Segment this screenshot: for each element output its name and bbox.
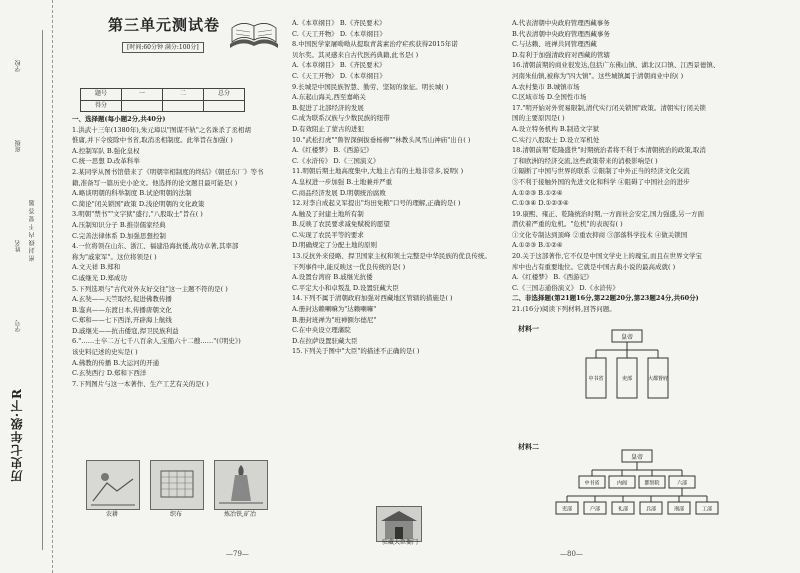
open-book-icon <box>228 18 280 52</box>
question-line: B.反映了农民要求减免赋税的愿望 <box>292 220 390 229</box>
paper-header <box>72 18 280 60</box>
seal-line-note: 密 封 线 内 不 要 答 题 <box>29 200 36 262</box>
question-line: A.《本草纲目》 B.《齐民要术》 <box>292 19 386 27</box>
question-line: C.统一思想 D.改革科举 <box>72 157 140 166</box>
chart2-ministry-label: 刑部 <box>673 506 685 513</box>
spine-field-school: 学校 <box>15 60 22 72</box>
question-line: B.鉴真——东渡日本,传播唐朝文化 <box>72 305 172 314</box>
question-line: C.区域市场 D.全国性市场 <box>512 93 587 102</box>
spine-field-class: 班级 <box>15 140 22 152</box>
question-line: A.皇权进一步加强 B.土地兼并严重 <box>292 177 393 186</box>
column-left <box>72 16 280 518</box>
score-header-cell: 一 <box>122 89 163 101</box>
question-line: A.触及了封建土地所有制 <box>292 209 364 218</box>
chart2-ministry-label: 吏部 <box>561 506 573 513</box>
question-line: ①文化专制达到顶峰 ②重农抑商 ③部落科学技术 ④做关锁国 <box>512 230 688 239</box>
chart1-node-label: 中书省 <box>588 376 604 382</box>
question-line: 下列事件中,能反映这一优良传统的是( ) <box>292 262 406 271</box>
question-line: 2.某同学从图书馆借来了《明朝宰相制度的终结》《朝廷东厂》等书 <box>72 167 264 176</box>
question-line: 6."……士卒二万七千八百余人,宝船六十二艘……"(《明史》) <box>72 337 241 346</box>
question-line: C.完善法律体系 D.加强思想控制 <box>72 231 166 240</box>
question-line: 15.下列关于图中"大臣"的描述不正确的是( ) <box>292 347 420 356</box>
question-line: 库中也占有重要地位。它就是中国古典小说的最高成就( ) <box>512 262 676 271</box>
question-line: A.农村集市 B.城镇市场 <box>512 82 580 91</box>
resident-minister-office-image <box>376 506 422 542</box>
question-line: A.《本草纲目》 B.《齐民要术》 <box>292 61 386 70</box>
question-line: A.玄奘——天竺取经,促进佛教传播 <box>72 295 172 304</box>
question-line: C.实行八股取士 D.设立军机处 <box>512 135 600 144</box>
question-line: 4.一位将领在山东、浙江、福建沿海抗倭,战功卓著,其率部 <box>72 242 239 251</box>
question-line: 13.反抗外来侵略、捍卫国家主权和领土完整是中华民族的优良传统。 <box>292 252 491 261</box>
material-2-label: 材料二 <box>518 442 539 451</box>
question-line: 5.下列选项与"古代对外友好交往"这一主题不符的是( ) <box>72 284 228 293</box>
question-line: C.平定大小和卓叛乱 D.设置驻藏大臣 <box>292 283 399 292</box>
chart1-node-label: 吏部 <box>621 376 633 382</box>
question-line: A.略谈明朝的科举制度 B.试论明朝的法制 <box>72 189 192 198</box>
question-line: D.有利于加强清政府对西藏的管辖 <box>512 50 611 59</box>
question-line: C.郑和——七下西洋,开辟海上航线 <box>72 316 172 325</box>
column-right <box>512 18 772 513</box>
questions-list-middle <box>292 18 502 357</box>
score-header-cell: 题号 <box>81 89 122 101</box>
image-caption: 农耕 <box>105 511 118 518</box>
question-line: 3.明朝"禁书""文字狱"盛行,"八股取士"旨在( ) <box>72 210 203 219</box>
question-line: C.成为联系汉族与少数民族的纽带 <box>292 114 390 123</box>
question-line: 14.下列不属于清朝政府加强对西藏地区管辖的措施是( ) <box>292 294 453 303</box>
question-line: 9.长城是中国民族智慧、勤劳、坚韧的象征。明长城( ) <box>292 82 449 91</box>
question-line: C.简论"闭关锁国"政策 D.浅论明朝的文化政策 <box>72 199 205 208</box>
question-line: 河南朱仙镇,被称为"四大镇"。这些城镇属于清朝商业中的( ) <box>512 71 684 80</box>
question-line: C.玄奘西行 D.郑和下西洋 <box>72 369 147 378</box>
chart2-ministry-label: 兵部 <box>645 506 657 513</box>
question-line: C.实现了农民平等的要求 <box>292 230 364 239</box>
question-line: A.文天祥 B.郑和 <box>72 263 121 272</box>
question-line: B.代表清朝中央政府管理西藏事务 <box>512 29 610 38</box>
image-caption: 炼冶铁,矿冶 <box>224 511 256 518</box>
section-heading: 一、选择题(每小题2分,共40分) <box>72 115 166 123</box>
page-number-left: —79— <box>226 550 249 558</box>
image-caption: 织布 <box>169 511 182 518</box>
question-line: C.在中央设立理藩院 <box>292 326 351 335</box>
question-line: 潜伏着严重的危机。"危机"的表现有( ) <box>512 220 623 229</box>
question-line: D.明确规定了分配土地的原则 <box>292 241 378 250</box>
question-line: A.控制军队 B.强化皇权 <box>72 146 140 155</box>
question-line: C.《天工开物》 D.《本草纲目》 <box>292 29 386 38</box>
chart1-node-label: 大都督府 <box>647 376 669 382</box>
question-line: 20.关于这部著作,它不仅是中国文学史上的瑰宝,而且在世界文学宝 <box>512 252 702 261</box>
question-line: C.商品经济发展 D.明朝统治腐败 <box>292 188 386 197</box>
score-input-cell[interactable] <box>122 100 163 112</box>
binding-margin <box>0 0 53 573</box>
question-line: 该史料记述的史实是( ) <box>72 348 138 357</box>
question-line: 8.中国医学家屠呦呦从提取青蒿素治疗疟疾获得2015年诺 <box>292 40 458 49</box>
question-line: A.①②③ B.①②④ <box>512 241 563 250</box>
question-line: A.压制知识分子 B.推崇儒家经典 <box>72 220 166 229</box>
question-line: 16.清朝前期的商业很发达,包括广东佛山镇、湖北汉口镇、江西景德镇、 <box>512 61 720 70</box>
question-line: D.在拉萨设置驻藏大臣 <box>292 336 358 345</box>
questions-list-right <box>512 18 772 315</box>
question-line: 18.清朝前期"乾隆盛世"时期统治者将不利于本清朝统治的政策,取消 <box>512 146 706 155</box>
question-line: B.册封班禅为"班禅额尔德尼" <box>292 315 377 324</box>
question-line: 籍,准备写一篇历史小论文。他选择的论文题目最可能是( ) <box>72 178 238 187</box>
chart2-ministry-label: 礼部 <box>617 506 629 513</box>
org-chart-1 <box>572 328 682 404</box>
question-line: D.有效阻止了蒙古的进犯 <box>292 124 365 133</box>
section-heading: 二、非选择题(第21题16分,第22题20分,第23题24分,共60分) <box>512 294 699 303</box>
question-line: D.戚继光——抗击倭寇,捍卫民族利益 <box>72 326 179 335</box>
question-line: A.设置台湾府 B.戚继光抗倭 <box>292 273 373 282</box>
question-line: 称为"戚家军"。这位将领是( ) <box>72 252 157 261</box>
questions-list-left <box>72 114 280 389</box>
question-line: A.册封达赖喇嘛为"达赖喇嘛" <box>292 305 377 314</box>
question-line: ③不利于接触外国的先进文化和科学 ④阻碍了中国社会的进步 <box>512 177 690 186</box>
chart2-mid-label: 内阁 <box>616 480 628 487</box>
chart2-mid-label: 都察院 <box>644 480 660 487</box>
weaving-image <box>150 460 204 510</box>
score-header-cell: 总分 <box>204 89 245 101</box>
question-line: 10."武松打虎""鲁智深倒拔垂杨柳""林教头风雪山神庙"出自( ) <box>292 135 471 144</box>
question-line: C.《水浒传》 D.《三国演义》 <box>292 156 380 165</box>
smelting-image <box>214 460 268 510</box>
chart2-ministry-label: 户部 <box>589 506 601 513</box>
time-score-info: [时间:60分钟 满分:100分] <box>122 42 204 53</box>
chart2-mid-label: 六部 <box>676 480 688 487</box>
spine-field-name: 姓名 <box>15 240 22 252</box>
score-input-cell[interactable] <box>163 100 204 112</box>
question-line: 了和欧洲的经济交流,这些政策带来的消极影响是( ) <box>512 156 658 165</box>
question-line: C.与达赖、班禅共同管理西藏 <box>512 40 597 49</box>
material-1-label: 材料一 <box>518 324 539 333</box>
question-line: A.①②③ B.①②④ <box>512 188 563 197</box>
question-line: A.代表清朝中央政府管理西藏事务 <box>512 19 610 27</box>
page-title: 第三单元测试卷 <box>108 16 221 34</box>
page-number-right: —80— <box>560 550 583 558</box>
question-line: C.《三国志通俗演义》 D.《水浒传》 <box>512 283 619 292</box>
book-title: 历史七年级·下R <box>10 388 24 483</box>
chart2-mid-label: 中书省 <box>584 480 600 487</box>
question-line: A.《红楼梦》 B.《西游记》 <box>512 273 593 282</box>
question-line: B.促进了北部经济的发展 <box>292 103 364 112</box>
question-line: 7.下列图片与这一本著作、生产工艺有关的是( ) <box>72 379 209 388</box>
question-line: 贝尔奖。其灵感来自古代医药典籍,此书是( ) <box>292 50 419 59</box>
spine-field-id: 学号 <box>15 320 22 332</box>
score-label-cell: 得分 <box>81 100 122 112</box>
question-line: 1.洪武十三年(1380年),朱元璋以"图谋不轨"之名诛杀了丞相胡 <box>72 125 251 134</box>
question-line: 11.明朝后期土地高度集中,大地主占有的土地非常多,说明( ) <box>292 167 464 176</box>
question-line: ①隔断了中国与世界的联系 ②限制了中外正当的经济文化交流 <box>512 167 690 176</box>
question-line: A.设立特务机构 B.制造文字狱 <box>512 124 600 133</box>
column-middle <box>292 18 502 546</box>
chart1-top-label: 皇帝 <box>620 334 634 341</box>
org-chart-2 <box>552 448 722 548</box>
score-table <box>80 88 245 112</box>
question-line: 12.对李自成起义军提出"均田免粮"口号的理解,正确的是( ) <box>292 199 461 208</box>
score-header-cell: 二 <box>163 89 204 101</box>
binding-line <box>42 30 43 550</box>
question-line: C.《天工开物》 D.《本草纲目》 <box>292 71 386 80</box>
question-line: A.东起山海关,西至嘉峪关 <box>292 93 366 102</box>
question-line: 17."明开始对外贸易限制,清代实行闭关锁国"政策。清朝实行闭关锁 <box>512 103 706 112</box>
question-line: A.佛教的传播 B.大运河的开通 <box>72 358 160 367</box>
question-line: 惟庸,并下令废除中书省,取消丞相制度。此举旨在加强( ) <box>72 136 233 145</box>
score-input-cell[interactable] <box>204 100 245 112</box>
chart2-ministry-label: 工部 <box>701 506 713 513</box>
question-line: C.①③④ D.①②③④ <box>512 199 569 208</box>
farming-image <box>86 460 140 510</box>
chart2-top-label: 皇帝 <box>630 454 644 461</box>
question-line: 国的主要原因是( ) <box>512 114 565 123</box>
image-caption: 驻藏大臣衙门 <box>381 539 418 546</box>
question-7-images <box>86 460 266 520</box>
question-line: A.《红楼梦》 B.《西游记》 <box>292 146 373 155</box>
question-line: 21.(16分)阅读下列材料,回答问题。 <box>512 305 616 314</box>
question-line: C.戚继光 D.郑成功 <box>72 273 127 282</box>
question-line: 19.康熙、雍正、乾隆统治时期,一方面社会安定,国力强盛,另一方面 <box>512 209 705 218</box>
